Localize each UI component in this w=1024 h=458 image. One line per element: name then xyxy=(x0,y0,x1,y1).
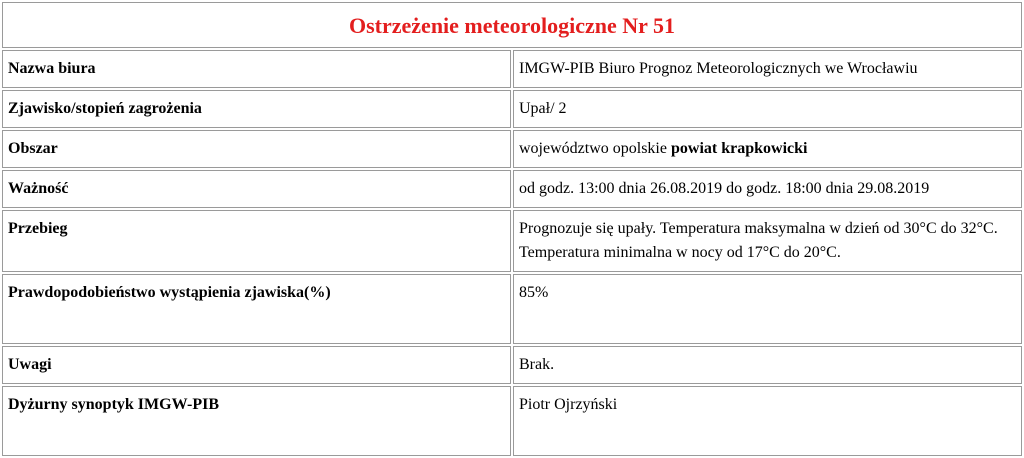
table-row-phenomenon xyxy=(2,90,1022,128)
warning-title: Ostrzeżenie meteorologiczne Nr 51 xyxy=(2,2,1022,48)
area-value-bold: powiat krapkowicki xyxy=(670,140,808,157)
table-row-office xyxy=(2,50,1022,88)
phenomenon-value: Upał/ 2 xyxy=(513,90,1022,128)
area-value-cell xyxy=(513,130,1022,168)
notes-value: Brak. xyxy=(513,346,1022,384)
synoptic-value: Piotr Ojrzyński xyxy=(513,386,1022,456)
validity-label: Ważność xyxy=(2,170,511,208)
office-value: IMGW-PIB Biuro Prognoz Meteorologicznych we Wrocławiu xyxy=(513,50,1022,88)
table-row-notes xyxy=(2,346,1022,384)
title-row xyxy=(2,2,1022,48)
synoptic-label: Dyżurny synoptyk IMGW-PIB xyxy=(2,386,511,456)
probability-label: Prawdopodobieństwo wystąpienia zjawiska(%) xyxy=(2,274,511,344)
table-row-validity xyxy=(2,170,1022,208)
phenomenon-label: Zjawisko/stopień zagrożenia xyxy=(2,90,511,128)
area-label: Obszar xyxy=(2,130,511,168)
probability-value: 85% xyxy=(513,274,1022,344)
course-value: Prognozuje się upały. Temperatura maksymalna w dzień od 30°C do 32°C. Temperatura minimalna w nocy od 17°C do 20°C. xyxy=(513,210,1022,272)
table-row-probability xyxy=(2,274,1022,344)
area-value: województwo opolskie xyxy=(519,140,667,157)
course-label: Przebieg xyxy=(2,210,511,272)
validity-value: od godz. 13:00 dnia 26.08.2019 do godz. 18:00 dnia 29.08.2019 xyxy=(513,170,1022,208)
table-row-synoptic xyxy=(2,386,1022,456)
office-label: Nazwa biura xyxy=(2,50,511,88)
table-row-course xyxy=(2,210,1022,272)
table-row-area xyxy=(2,130,1022,168)
notes-label: Uwagi xyxy=(2,346,511,384)
